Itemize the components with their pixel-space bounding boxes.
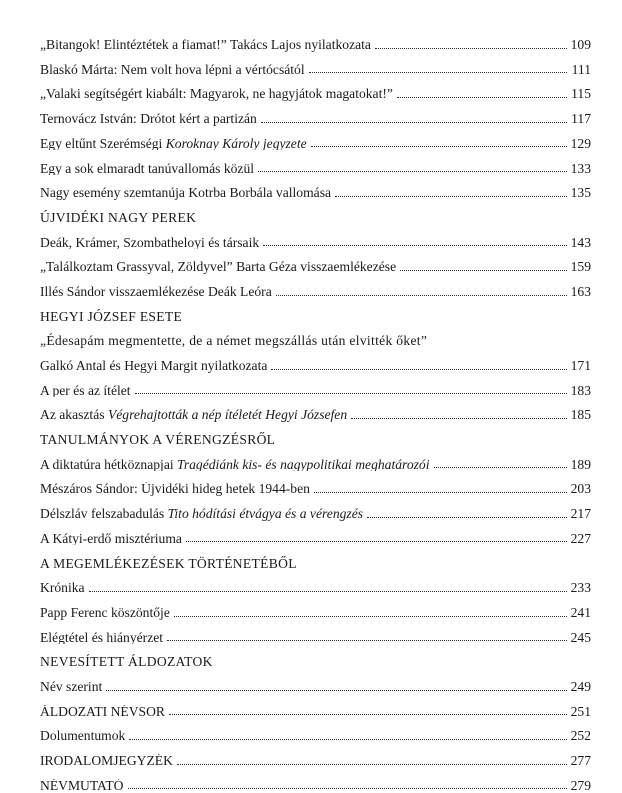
toc-entry-title-text: Blaskó Márta: Nem volt hova lépni a vértócsától: [40, 62, 305, 77]
toc-entry[interactable]: [40, 620, 591, 645]
toc-entry-title-text: „Bitangok! Elintéztétek a fiamat!” Takács Lajos nyilatkozata: [40, 38, 371, 52]
toc-entry-title: [40, 729, 125, 743]
dot-leader: [261, 122, 567, 123]
toc-entry-title: [40, 705, 165, 719]
toc-entry-page-number: 109: [570, 37, 591, 53]
dot-leader: [258, 171, 567, 172]
toc-entry[interactable]: [40, 175, 591, 200]
toc-entry-page-number: 217: [570, 506, 591, 522]
toc-entry[interactable]: [40, 126, 591, 151]
toc-entry-page-number: 183: [570, 382, 591, 398]
toc-entry-title-text: „Találkoztam Grassyval, Zöldyvel” Barta Géza visszaemlékezése: [40, 260, 397, 274]
toc-entry-page-number: 227: [570, 530, 591, 546]
toc-entry-title-text: Illés Sándor visszaemlékezése Deák Leóra: [40, 284, 272, 299]
toc-entry-page-number: 115: [571, 86, 591, 102]
toc-entry[interactable]: [40, 768, 591, 793]
dot-leader: [128, 788, 567, 789]
toc-entry[interactable]: [40, 52, 591, 77]
toc-entry-title: [40, 38, 371, 52]
table-of-contents: [40, 27, 591, 792]
toc-entry-page-number: 159: [570, 259, 591, 275]
toc-entry-title: [40, 186, 331, 200]
toc-entry-page-number: 143: [570, 234, 591, 250]
toc-entry-page-number: 249: [570, 678, 591, 694]
section-heading-text: NEVESÍTETT ÁLDOZATOK: [40, 654, 213, 670]
toc-entry[interactable]: [40, 397, 591, 422]
toc-entry-title: [40, 680, 102, 694]
toc-entry[interactable]: [40, 669, 591, 694]
dot-leader: [367, 517, 567, 518]
toc-entry-title-text: A per és az ítélet: [40, 383, 131, 398]
dot-leader: [89, 591, 567, 592]
toc-entry[interactable]: [40, 595, 591, 620]
dot-leader: [174, 616, 567, 617]
toc-entry[interactable]: [40, 447, 591, 472]
toc-entry-page-number: 111: [571, 61, 591, 77]
toc-entry[interactable]: [40, 150, 591, 175]
dot-leader: [309, 72, 567, 73]
toc-entry-page-number: 117: [571, 111, 591, 127]
toc-entry-subtitle: Tragédiánk kis- és nagypolitikai meghatározói: [177, 457, 430, 472]
toc-entry-subtitle: Tito hódítási étvágya és a vérengzés: [167, 507, 364, 521]
dot-leader: [186, 541, 567, 542]
toc-entry-title: [40, 458, 430, 472]
toc-entry-title-text: Papp Ferenc köszöntője: [40, 605, 170, 620]
toc-entry-title: [40, 359, 267, 373]
toc-section-heading: [40, 323, 591, 348]
dot-leader: [169, 714, 567, 715]
toc-entry[interactable]: [40, 101, 591, 126]
toc-entry-title-text: NÉVMUTATÓ: [40, 778, 124, 793]
toc-entry-subtitle: Végrehajtották a nép ítéletét Hegyi Józsefen: [107, 408, 348, 422]
toc-entry-title: [40, 507, 363, 521]
toc-entry-page-number: 129: [570, 135, 591, 151]
dot-leader: [271, 369, 566, 370]
toc-entry-title: [40, 581, 85, 595]
toc-entry-title: [40, 162, 254, 176]
toc-entry-title: [40, 408, 347, 422]
toc-entry-title-text: Egy a sok elmaradt tanúvallomás közül: [40, 161, 255, 176]
toc-entry-title-text: Az akasztás: [40, 408, 108, 422]
dot-leader: [167, 640, 567, 641]
toc-entry-title: [40, 384, 131, 398]
toc-entry-title-text: Krónika: [40, 581, 85, 595]
toc-entry-title-text: „Valaki segítségért kiabált: Magyarok, ne hagyjátok magatokat!”: [40, 87, 393, 102]
dot-leader: [263, 245, 566, 246]
toc-entry-title: [40, 482, 310, 496]
toc-entry-page-number: 189: [570, 456, 591, 472]
toc-entry-page-number: 133: [570, 160, 591, 176]
toc-entry-title: [40, 532, 182, 546]
toc-entry-title: [40, 112, 257, 126]
toc-entry-page-number: 185: [570, 407, 591, 423]
toc-entry-title-text: Dolumentumok: [40, 729, 126, 743]
dot-leader: [129, 739, 566, 740]
section-heading-text: „Édesapám megmentette, de a német megszállás után elvitték őket”: [40, 333, 428, 349]
toc-entry-title: [40, 631, 163, 645]
toc-entry-title-text: Egy eltűnt Szerémségi: [40, 136, 166, 151]
dot-leader: [375, 48, 567, 49]
toc-entry-page-number: 277: [570, 753, 591, 769]
toc-entry-title-text: Délszláv felszabadulás: [40, 507, 168, 521]
toc-section-heading: [40, 299, 591, 324]
toc-entry-page-number: 279: [570, 777, 591, 793]
toc-entry[interactable]: [40, 743, 591, 768]
toc-entry[interactable]: [40, 373, 591, 398]
toc-section-heading: [40, 422, 591, 447]
dot-leader: [135, 393, 567, 394]
dot-leader: [314, 492, 567, 493]
toc-entry-title-text: Elégtétel és hiányérzet: [40, 630, 164, 645]
toc-entry-title-text: Nagy esemény szemtanúja Kotrba Borbála vallomása: [40, 186, 332, 200]
toc-entry-page-number: 245: [570, 629, 591, 645]
toc-section-heading: [40, 644, 591, 669]
toc-entry[interactable]: [40, 274, 591, 299]
toc-entry[interactable]: [40, 471, 591, 496]
toc-entry[interactable]: [40, 694, 591, 719]
toc-entry-title: [40, 260, 396, 274]
toc-entry-page-number: 233: [570, 580, 591, 596]
dot-leader: [397, 97, 567, 98]
toc-entry[interactable]: [40, 496, 591, 521]
dot-leader: [311, 146, 567, 147]
toc-entry[interactable]: [40, 570, 591, 595]
toc-entry-title-text: Deák, Krámer, Szombatheloyi és társaik: [40, 235, 260, 250]
section-heading-text: HEGYI JÓZSEF ESETE: [40, 308, 183, 324]
toc-entry-title-text: ÁLDOZATI NÉVSOR: [40, 704, 165, 719]
dot-leader: [106, 690, 566, 691]
toc-entry-page-number: 163: [570, 283, 591, 299]
toc-entry-title-text: Név szerint: [40, 679, 103, 694]
toc-entry-page-number: 171: [570, 358, 591, 374]
toc-entry-title-text: Ternovácz István: Drótot kért a partizán: [40, 112, 257, 126]
toc-entry-title-text: Mészáros Sándor: Újvidéki hideg hetek 1944-ben: [40, 482, 310, 497]
toc-entry-title: [40, 606, 170, 620]
toc-entry[interactable]: [40, 225, 591, 250]
toc-section-heading: [40, 545, 591, 570]
toc-entry-title: [40, 236, 259, 250]
toc-entry-title: [40, 87, 393, 101]
toc-entry-title: [40, 779, 124, 793]
toc-entry-page-number: 252: [570, 728, 591, 744]
toc-entry-title: [40, 63, 305, 77]
toc-entry[interactable]: [40, 521, 591, 546]
toc-entry-title-text: IRODALOMJEGYZÉK: [40, 754, 173, 768]
toc-entry-title: [40, 137, 307, 151]
toc-entry-title-text: A diktatúra hétköznapjai: [40, 457, 178, 472]
toc-entry[interactable]: [40, 27, 591, 52]
dot-leader: [400, 270, 567, 271]
toc-entry-page-number: 203: [570, 481, 591, 497]
toc-entry-page-number: 251: [570, 703, 591, 719]
toc-entry[interactable]: [40, 348, 591, 373]
dot-leader: [177, 764, 567, 765]
dot-leader: [335, 196, 567, 197]
toc-entry-title-text: A Kátyi-erdő misztériuma: [40, 531, 182, 546]
toc-entry-title-text: Galkó Antal és Hegyi Margit nyilatkozata: [40, 359, 268, 373]
dot-leader: [434, 467, 567, 468]
dot-leader: [351, 418, 566, 419]
toc-section-heading: [40, 200, 591, 225]
toc-entry[interactable]: [40, 249, 591, 274]
section-heading-text: TANULMÁNYOK A VÉRENGZÉSRŐL: [40, 432, 276, 448]
toc-entry-page-number: 135: [570, 185, 591, 201]
dot-leader: [276, 295, 567, 296]
toc-entry[interactable]: [40, 718, 591, 743]
section-heading-text: ÚJVIDÉKI NAGY PEREK: [40, 209, 197, 225]
section-heading-text: A MEGEMLÉKEZÉSEK TÖRTÉNETÉBŐL: [40, 555, 297, 571]
toc-entry-title: [40, 285, 272, 299]
toc-entry-page-number: 241: [570, 604, 591, 620]
toc-entry[interactable]: [40, 76, 591, 101]
toc-entry-subtitle: Koroknay Károly jegyzete: [165, 136, 307, 151]
toc-entry-title: [40, 754, 173, 768]
